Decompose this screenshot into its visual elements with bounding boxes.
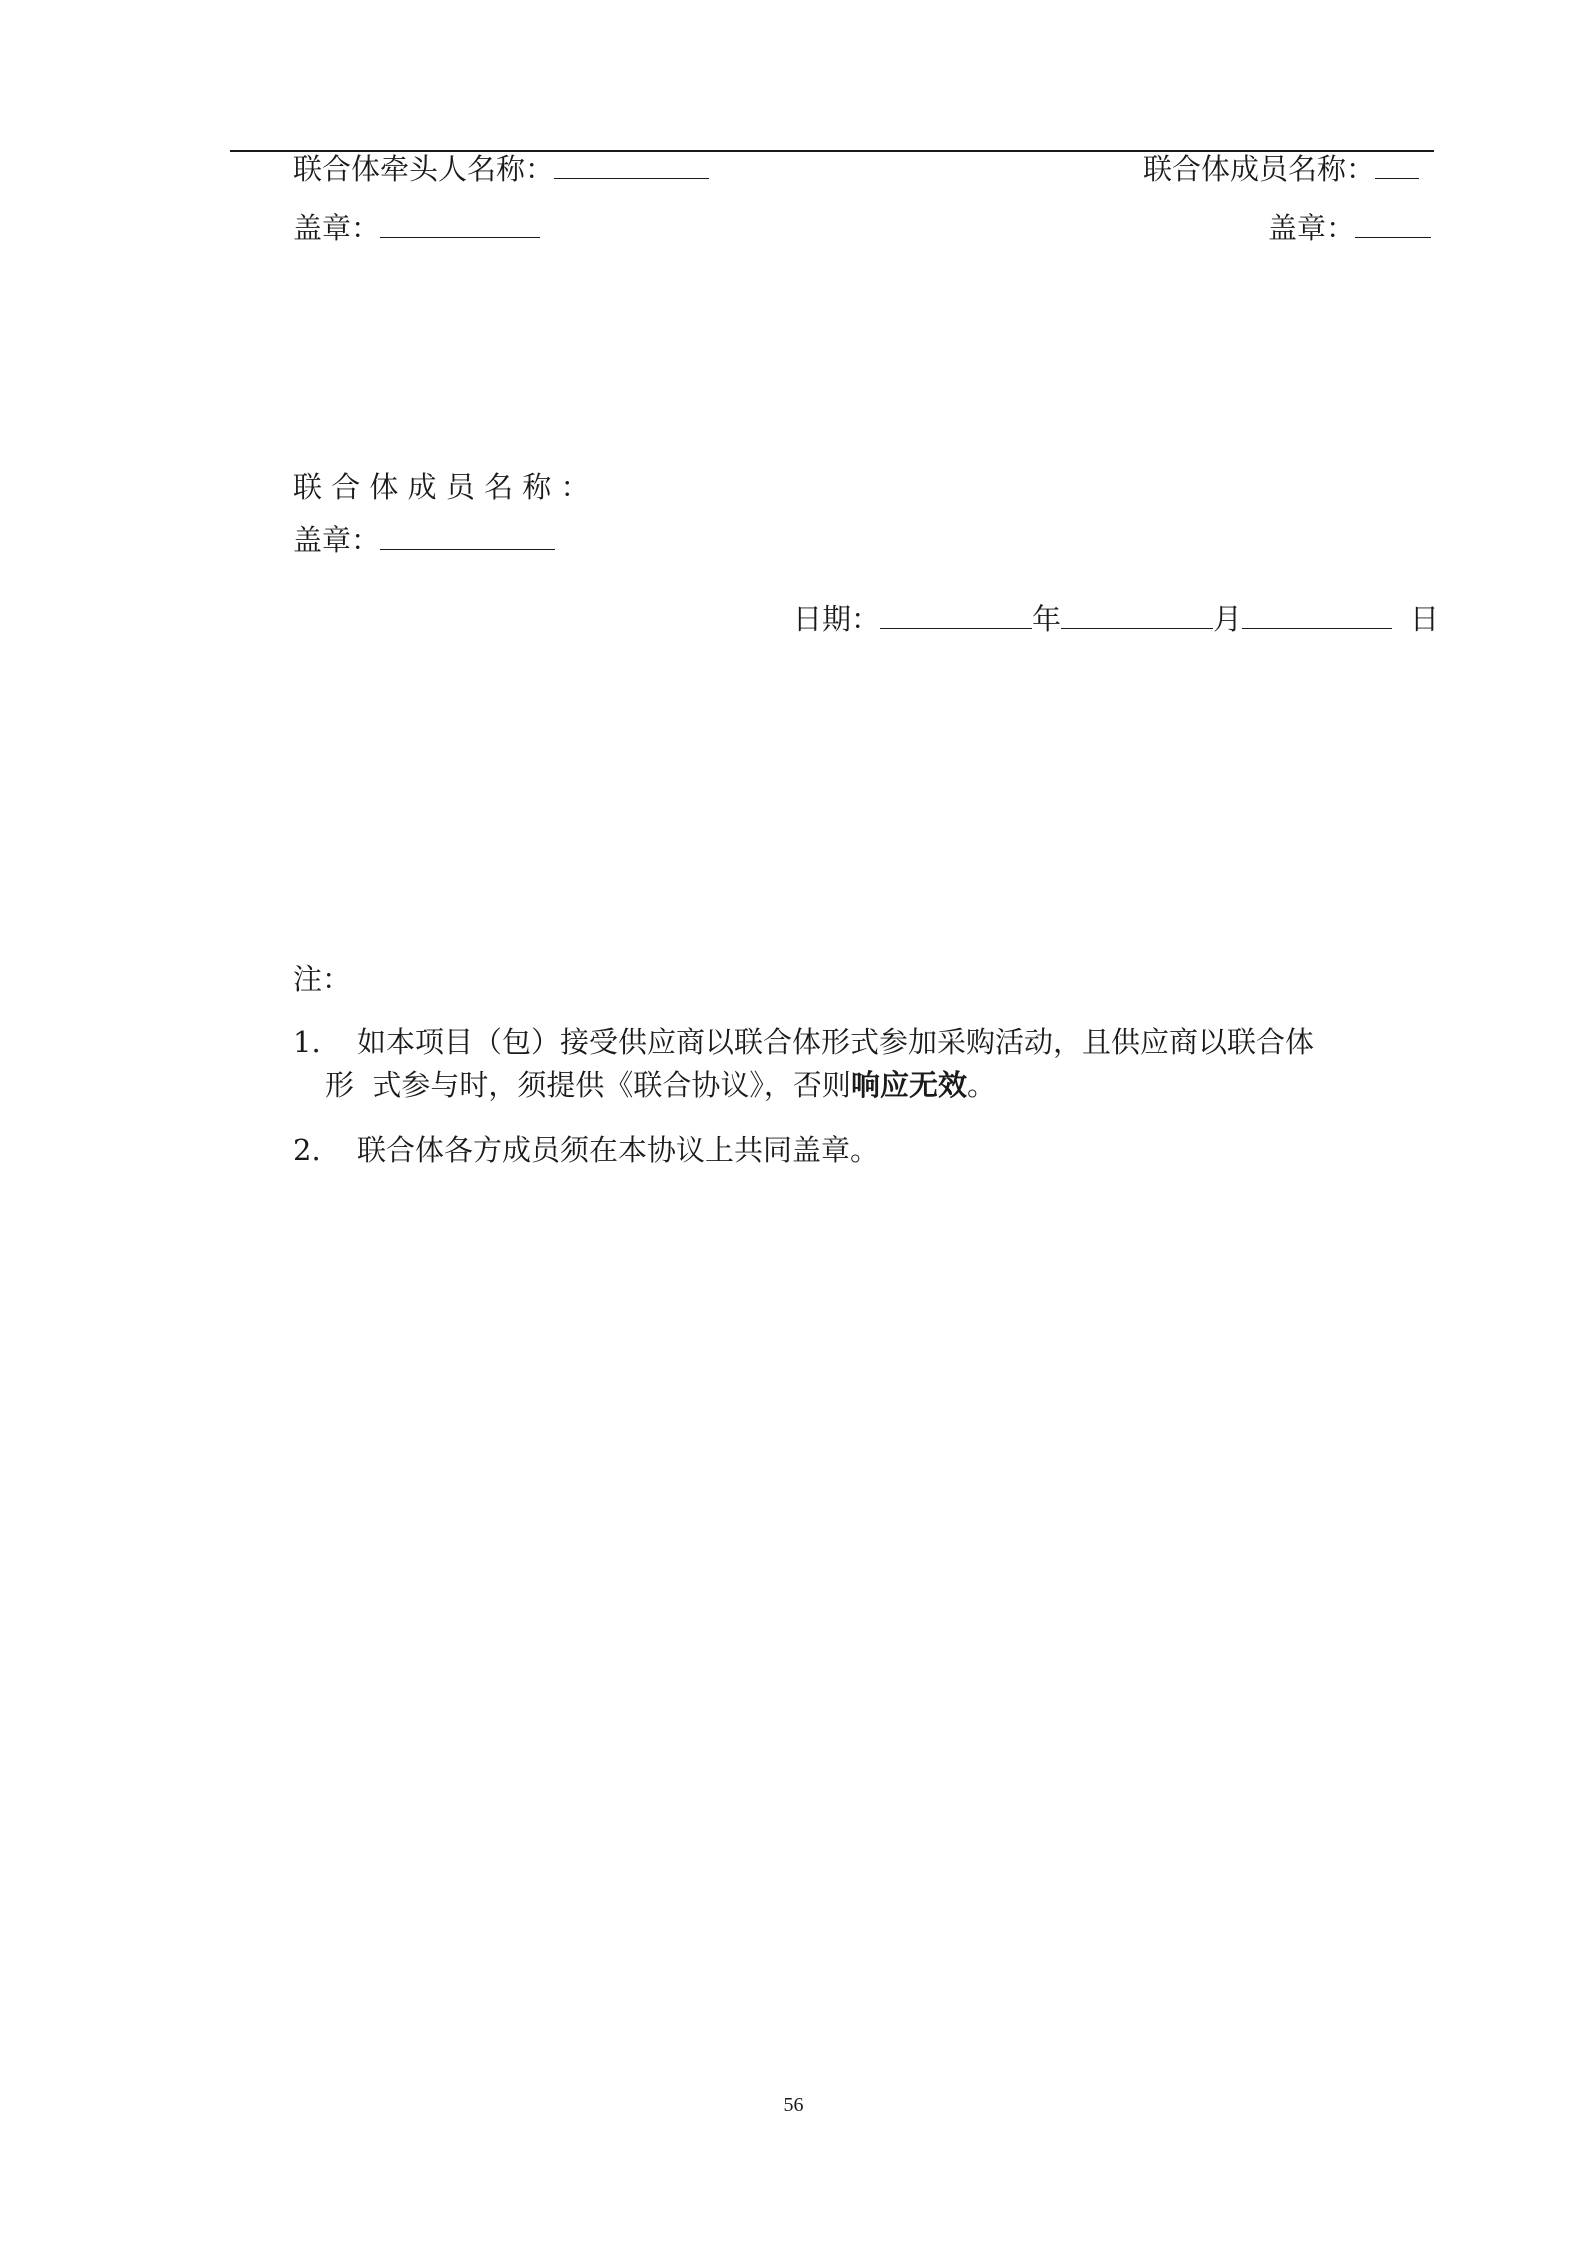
note-item-1-emphasis: 响应无效 — [850, 1068, 967, 1102]
member2-seal-field — [293, 523, 555, 557]
note-item-2-text: 联合体各方成员须在本协议上共同盖章。 — [357, 1133, 880, 1167]
member2-name-field — [293, 470, 590, 504]
member-name-blank — [1375, 152, 1419, 179]
lead-name-label: 联合体牵头人名称： — [293, 152, 555, 186]
notes-heading: 注： — [293, 962, 352, 996]
note-item-1-period: 。 — [966, 1068, 996, 1102]
note-item-1-number: 1. — [293, 1025, 321, 1059]
lead-seal-field — [293, 211, 540, 245]
note-item-1-line-2 — [325, 1068, 996, 1102]
member2-seal-blank — [380, 523, 555, 550]
lead-seal-label: 盖章： — [293, 211, 381, 245]
note-item-2 — [293, 1133, 879, 1167]
date-field — [793, 602, 1439, 636]
member-name-label: 联合体成员名称： — [1143, 152, 1376, 186]
member2-seal-label: 盖章： — [293, 523, 381, 557]
member-seal-label: 盖章： — [1268, 211, 1356, 245]
month-label: 月 — [1213, 602, 1243, 636]
lead-name-field — [293, 152, 709, 186]
member2-name-label: 联 合 体 成 员 名 称 ： — [293, 470, 590, 504]
lead-name-blank — [554, 152, 709, 179]
year-label: 年 — [1032, 602, 1062, 636]
member-seal-field — [1268, 211, 1431, 245]
day-blank — [1242, 602, 1392, 629]
day-label: 日 — [1410, 602, 1440, 636]
month-blank — [1061, 602, 1213, 629]
note-item-2-number: 2. — [293, 1133, 321, 1167]
note-item-1-text-line-1: 如本项目（包）接受供应商以联合体形式参加采购活动，且供应商以联合体 — [357, 1025, 1315, 1059]
year-blank — [880, 602, 1032, 629]
date-label: 日期： — [793, 602, 881, 636]
note-item-1-line-1 — [293, 1025, 1314, 1059]
member-seal-blank — [1355, 211, 1431, 238]
member-name-field — [1143, 152, 1419, 186]
lead-seal-blank — [380, 211, 540, 238]
page-number: 56 — [783, 2094, 804, 2116]
note-item-1-text-line-2: 形 式参与时，须提供《联合协议》，否则 — [325, 1068, 851, 1102]
